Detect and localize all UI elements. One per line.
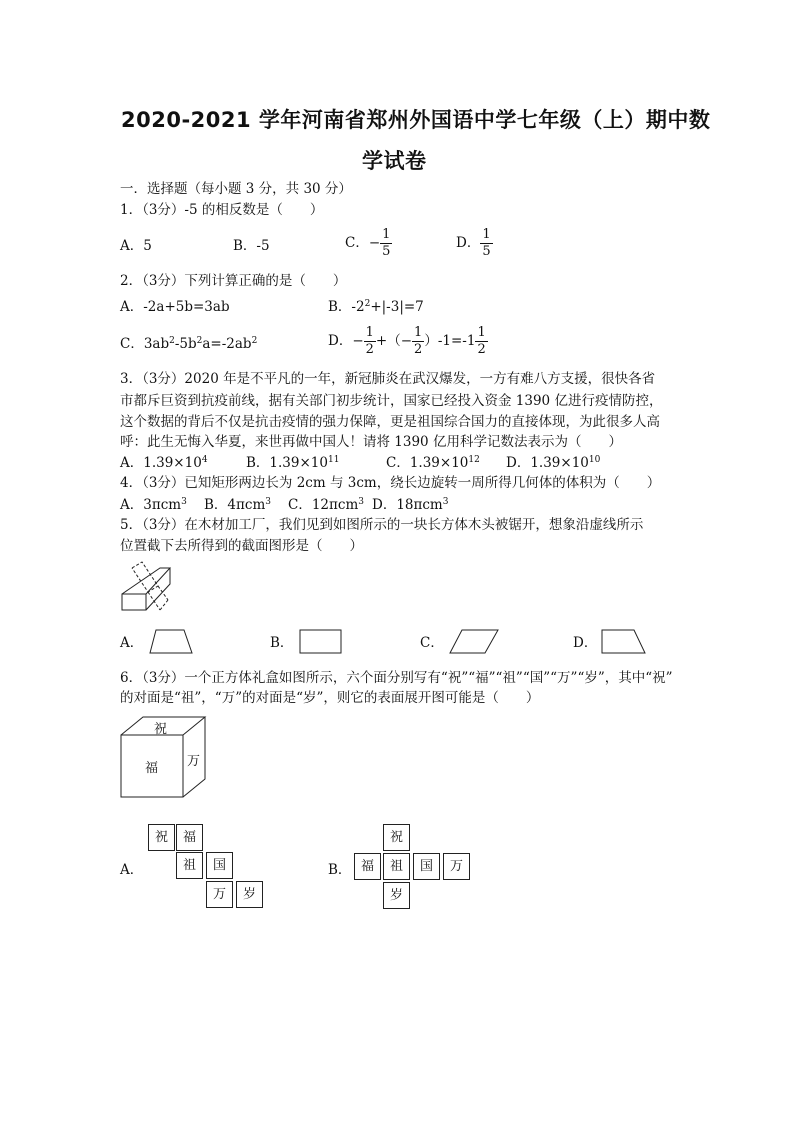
text: C．3ab bbox=[120, 336, 170, 352]
q5-line2: 位置截下去所得到的截面图形是（ ） bbox=[120, 538, 363, 554]
net-cell: 福 bbox=[176, 824, 203, 851]
net-cell: 祝 bbox=[148, 824, 175, 851]
q1-d-label: D． bbox=[456, 235, 481, 251]
fraction-numerator: 1 bbox=[365, 325, 374, 340]
net-cell: 祝 bbox=[383, 824, 410, 851]
net-cell: 国 bbox=[413, 853, 440, 880]
text: B．-2 bbox=[328, 299, 365, 315]
text: D．1.39×10 bbox=[506, 455, 589, 471]
q3-option-b bbox=[246, 454, 339, 473]
q1-option-a: A．5 bbox=[120, 238, 152, 254]
net-cell: 岁 bbox=[236, 881, 263, 908]
cube-top-label: 祝 bbox=[154, 722, 168, 737]
q1-d-fraction bbox=[480, 227, 492, 260]
fraction-denominator: 5 bbox=[382, 244, 391, 259]
q6-line2: 的对面是“祖”，“万”的对面是“岁”，则它的表面展开图可能是（ ） bbox=[120, 690, 540, 706]
q3-option-a bbox=[120, 454, 208, 473]
q1-option-b: B．-5 bbox=[233, 238, 270, 254]
q3-line4: 呼：此生无悔入华夏，来世再做中国人！请将 1390 亿用科学记数法表示为（ ） bbox=[120, 434, 622, 450]
text: B．4πcm bbox=[204, 497, 266, 513]
q3-line2: 市都斥巨资到抗疫前线，据有关部门初步统计，国家已经投入资金 1390 亿进行疫情防控， bbox=[120, 393, 663, 409]
text: -5b bbox=[174, 336, 197, 352]
text: D． bbox=[328, 333, 353, 349]
q5-option-a-label: A． bbox=[120, 635, 144, 651]
q1-stem: 1．（3分）-5 的相反数是（ ） bbox=[120, 202, 324, 218]
fraction-denominator: 2 bbox=[365, 342, 374, 357]
q5-option-d-label: D． bbox=[573, 635, 598, 651]
parallelogram-shape bbox=[448, 628, 500, 656]
rectangle-shape bbox=[298, 628, 344, 656]
net-cell: 祖 bbox=[176, 852, 203, 879]
q4-option-b bbox=[204, 496, 271, 515]
net-cell: 岁 bbox=[383, 882, 410, 909]
fraction bbox=[364, 325, 376, 358]
wood-block-figure bbox=[118, 560, 174, 616]
superscript: 11 bbox=[327, 455, 340, 465]
text: A．3πcm bbox=[120, 497, 182, 513]
superscript: 2 bbox=[251, 336, 258, 346]
fraction-numerator: 1 bbox=[382, 227, 391, 242]
superscript: 2 bbox=[196, 336, 203, 346]
superscript: 2 bbox=[364, 299, 371, 309]
fraction-denominator: 2 bbox=[477, 342, 486, 357]
superscript: 3 bbox=[181, 497, 187, 507]
right-trapezoid-shape bbox=[600, 628, 648, 656]
fraction bbox=[412, 325, 424, 358]
net-cell: 祖 bbox=[383, 853, 410, 880]
superscript: 12 bbox=[468, 455, 480, 465]
q6-line1: 6．（3分）一个正方体礼盒如图所示，六个面分别写有“祝”“福”“祖”“国”“万”“岁”，其中“祝” bbox=[120, 670, 673, 686]
superscript: 3 bbox=[265, 497, 271, 507]
q3-line3: 这个数据的背后不仅是抗击疫情的强力保障，更是祖国综合国力的直接体现，为此很多人高 bbox=[120, 414, 660, 430]
q5-option-b-label: B． bbox=[270, 635, 294, 651]
fraction-numerator: 1 bbox=[414, 325, 423, 340]
text: A．1.39×10 bbox=[120, 455, 202, 471]
fraction bbox=[475, 325, 487, 358]
text: ）-1=-1 bbox=[424, 333, 476, 349]
superscript: 3 bbox=[358, 497, 364, 507]
q2-option-a: A．-2a+5b=3ab bbox=[120, 299, 230, 315]
text: +|-3|=7 bbox=[370, 299, 424, 315]
text: D．18πcm bbox=[372, 497, 443, 513]
q4-option-a bbox=[120, 496, 187, 515]
q4-stem: 4．（3分）已知矩形两边长为 2cm 与 3cm，绕长边旋转一周所得几何体的体积为（ ） bbox=[120, 475, 661, 491]
net-cell: 万 bbox=[206, 881, 233, 908]
q2-option-c bbox=[120, 335, 257, 354]
text: a=-2ab bbox=[202, 336, 252, 352]
q6-option-a-label: A． bbox=[120, 862, 144, 878]
net-cell: 万 bbox=[443, 853, 470, 880]
q6-option-b-label: B． bbox=[328, 862, 352, 878]
q2-stem: 2．（3分）下列计算正确的是（ ） bbox=[120, 273, 347, 289]
text: C．1.39×10 bbox=[386, 455, 469, 471]
q3-line1: 3．（3分）2020 年是不平凡的一年，新冠肺炎在武汉爆发，一方有难八方支援，很快各省 bbox=[120, 371, 656, 387]
q3-option-d bbox=[506, 454, 600, 473]
fraction-numerator: 1 bbox=[477, 325, 486, 340]
q1-option-d bbox=[456, 227, 493, 260]
text: B．1.39×10 bbox=[246, 455, 328, 471]
net-cell: 福 bbox=[354, 853, 381, 880]
text: − bbox=[352, 333, 364, 349]
q5-line1: 5．（3分）在木材加工厂，我们见到如图所示的一块长方体木头被锯开，想象沿虚线所示 bbox=[120, 517, 644, 533]
q4-option-d bbox=[372, 496, 448, 515]
q4-option-c bbox=[288, 496, 364, 515]
fraction-denominator: 2 bbox=[414, 342, 423, 357]
q1-option-c bbox=[345, 227, 392, 260]
superscript: 4 bbox=[201, 455, 208, 465]
q1-c-sign: − bbox=[368, 235, 381, 251]
q2-option-b bbox=[328, 298, 424, 317]
superscript: 3 bbox=[442, 497, 449, 507]
fraction-numerator: 1 bbox=[482, 227, 491, 242]
net-cell: 国 bbox=[206, 852, 233, 879]
q2-option-d bbox=[328, 325, 488, 358]
superscript: 2 bbox=[169, 336, 175, 346]
text: C．12πcm bbox=[288, 497, 359, 513]
paper-title-line1: 2020-2021 学年河南省郑州外国语中学七年级（上）期中数 bbox=[121, 108, 711, 132]
superscript: 10 bbox=[588, 455, 601, 465]
cube-front-label: 福 bbox=[145, 761, 159, 776]
text: +（− bbox=[375, 333, 413, 349]
paper-title-line2: 学试卷 bbox=[362, 149, 427, 173]
q1-c-label: C． bbox=[345, 235, 369, 251]
cube-right-label: 万 bbox=[187, 754, 201, 769]
fraction-denominator: 5 bbox=[482, 244, 491, 259]
q5-option-c-label: C． bbox=[420, 635, 444, 651]
q3-option-c bbox=[386, 454, 480, 473]
section-header: 一．选择题（每小题 3 分，共 30 分） bbox=[120, 181, 352, 197]
trapezoid-shape bbox=[148, 628, 194, 656]
q1-c-fraction bbox=[380, 227, 392, 260]
